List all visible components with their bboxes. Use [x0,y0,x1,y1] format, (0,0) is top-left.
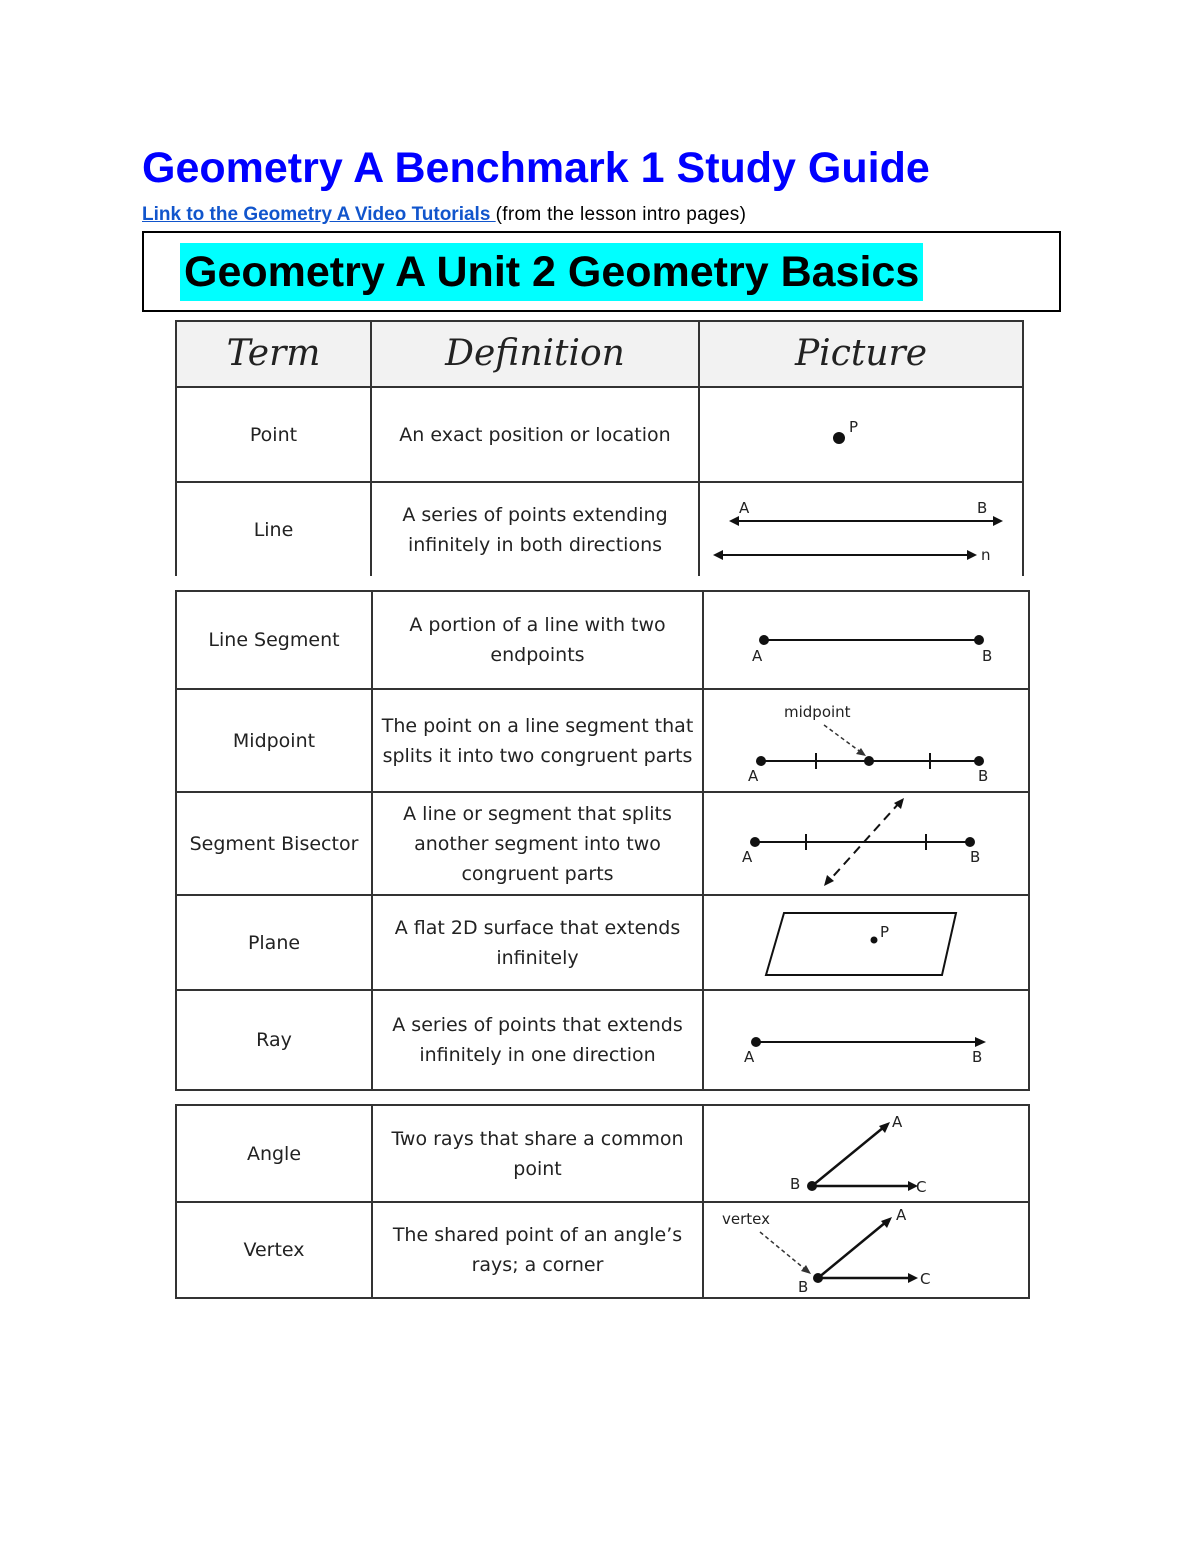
vertex-diagram [704,1204,1030,1296]
point-label-b: B [972,1048,983,1066]
plane-diagram [704,897,1030,988]
term-cell: Segment Bisector [176,792,372,895]
arrowhead-icon [801,1265,811,1274]
point-label-c: C [920,1270,931,1288]
definition-cell: A flat 2D surface that extends infinitely [372,895,703,990]
endpoint-dot [751,1037,761,1047]
point-label-a: A [742,848,753,866]
ray-diagram [704,992,1030,1088]
point-dot [833,432,845,444]
arrowhead-icon [993,516,1003,526]
vertex-dot [813,1273,823,1283]
definition-cell: A line or segment that splits another segment into two congruent parts [372,792,703,895]
definition-cell: A series of points extending infinitely in both directions [371,482,699,576]
term-cell: Point [176,387,371,482]
vocab-table-part-1 [175,320,1024,576]
video-tutorials-line [142,203,746,227]
table-row [176,482,1023,576]
point-label: P [849,417,859,436]
point-label-a: A [744,1048,755,1066]
plane-parallelogram [766,913,956,975]
picture-header: Picture [699,321,1023,387]
vocab-table-part-2 [175,590,1030,1091]
definition-cell: Two rays that share a common point [372,1105,703,1202]
endpoint-dot [974,635,984,645]
definition-header: Definition [371,321,699,387]
term-header: Term [176,321,371,387]
arrowhead-icon [729,516,739,526]
term-cell: Ray [176,990,372,1090]
term-cell: Plane [176,895,372,990]
table-row [176,990,1029,1090]
line-label-n: n [981,545,991,564]
point-label-a: A [896,1206,907,1224]
table-row [176,895,1029,990]
point-label-b: B [978,767,989,785]
point-label-c: C [916,1178,927,1196]
ray-ba [818,1222,886,1278]
arrowhead-icon [824,875,834,886]
point-label-b: B [790,1175,801,1193]
point-label-a: A [739,498,750,517]
line-diagram [701,485,1021,575]
line-segment-diagram [704,593,1030,687]
vocab-table-part-3 [175,1104,1030,1299]
endpoint-dot [756,756,766,766]
point-label: P [880,923,890,941]
point-dot [871,937,878,944]
point-label-b: B [982,647,993,665]
table-row [176,1202,1029,1298]
point-label-b: B [970,848,981,866]
term-cell: Midpoint [176,689,372,792]
video-tutorials-link[interactable]: Link to the Geometry A Video Tutorials [142,204,496,225]
picture-cell [703,689,1029,792]
picture-cell [703,792,1029,895]
picture-cell [703,1202,1029,1298]
document-title: Geometry A Benchmark 1 Study Guide [142,144,930,192]
table-row [176,591,1029,689]
arrowhead-icon [856,748,866,756]
term-cell: Vertex [176,1202,372,1298]
term-cell: Line [176,482,371,576]
angle-diagram [704,1107,1030,1200]
table-row [176,387,1023,482]
term-cell: Angle [176,1105,372,1202]
point-label-a: A [748,767,759,785]
arrowhead-icon [908,1273,918,1283]
midpoint-dot [864,756,874,766]
point-label-a: A [752,647,763,665]
unit-title-box [142,231,1061,312]
endpoint-dot [759,635,769,645]
midpoint-callout-label: midpoint [784,703,851,721]
table-row [176,689,1029,792]
picture-cell [699,387,1023,482]
definition-cell: A portion of a line with two endpoints [372,591,703,689]
arrowhead-icon [713,550,723,560]
vertex-dot [807,1181,817,1191]
definition-cell: An exact position or location [371,387,699,482]
endpoint-dot [965,837,975,847]
midpoint-diagram [704,691,1030,790]
ray-ba [812,1127,884,1186]
picture-cell [699,482,1023,576]
video-tutorials-note: (from the lesson intro pages) [495,204,747,225]
picture-cell [703,895,1029,990]
term-cell: Line Segment [176,591,372,689]
midpoint-pointer [824,725,862,753]
picture-cell [703,591,1029,689]
point-label-b: B [798,1278,809,1296]
arrowhead-icon [967,550,977,560]
endpoint-dot [974,756,984,766]
picture-cell [703,1105,1029,1202]
endpoint-dot [750,837,760,847]
vertex-pointer [760,1232,806,1270]
definition-cell: The shared point of an angle’s rays; a corner [372,1202,703,1298]
definition-cell: The point on a line segment that splits it into two congruent parts [372,689,703,792]
point-label-b: B [977,498,988,517]
point-diagram [701,390,1021,480]
segment-bisector-diagram [704,794,1030,893]
vertex-callout-label: vertex [722,1210,770,1228]
table-header-row [176,321,1023,387]
table-row [176,792,1029,895]
picture-cell [703,990,1029,1090]
table-row [176,1105,1029,1202]
definition-cell: A series of points that extends infinitely in one direction [372,990,703,1090]
unit-title: Geometry A Unit 2 Geometry Basics [180,243,923,301]
arrowhead-icon [975,1037,986,1047]
point-label-a: A [892,1113,903,1131]
